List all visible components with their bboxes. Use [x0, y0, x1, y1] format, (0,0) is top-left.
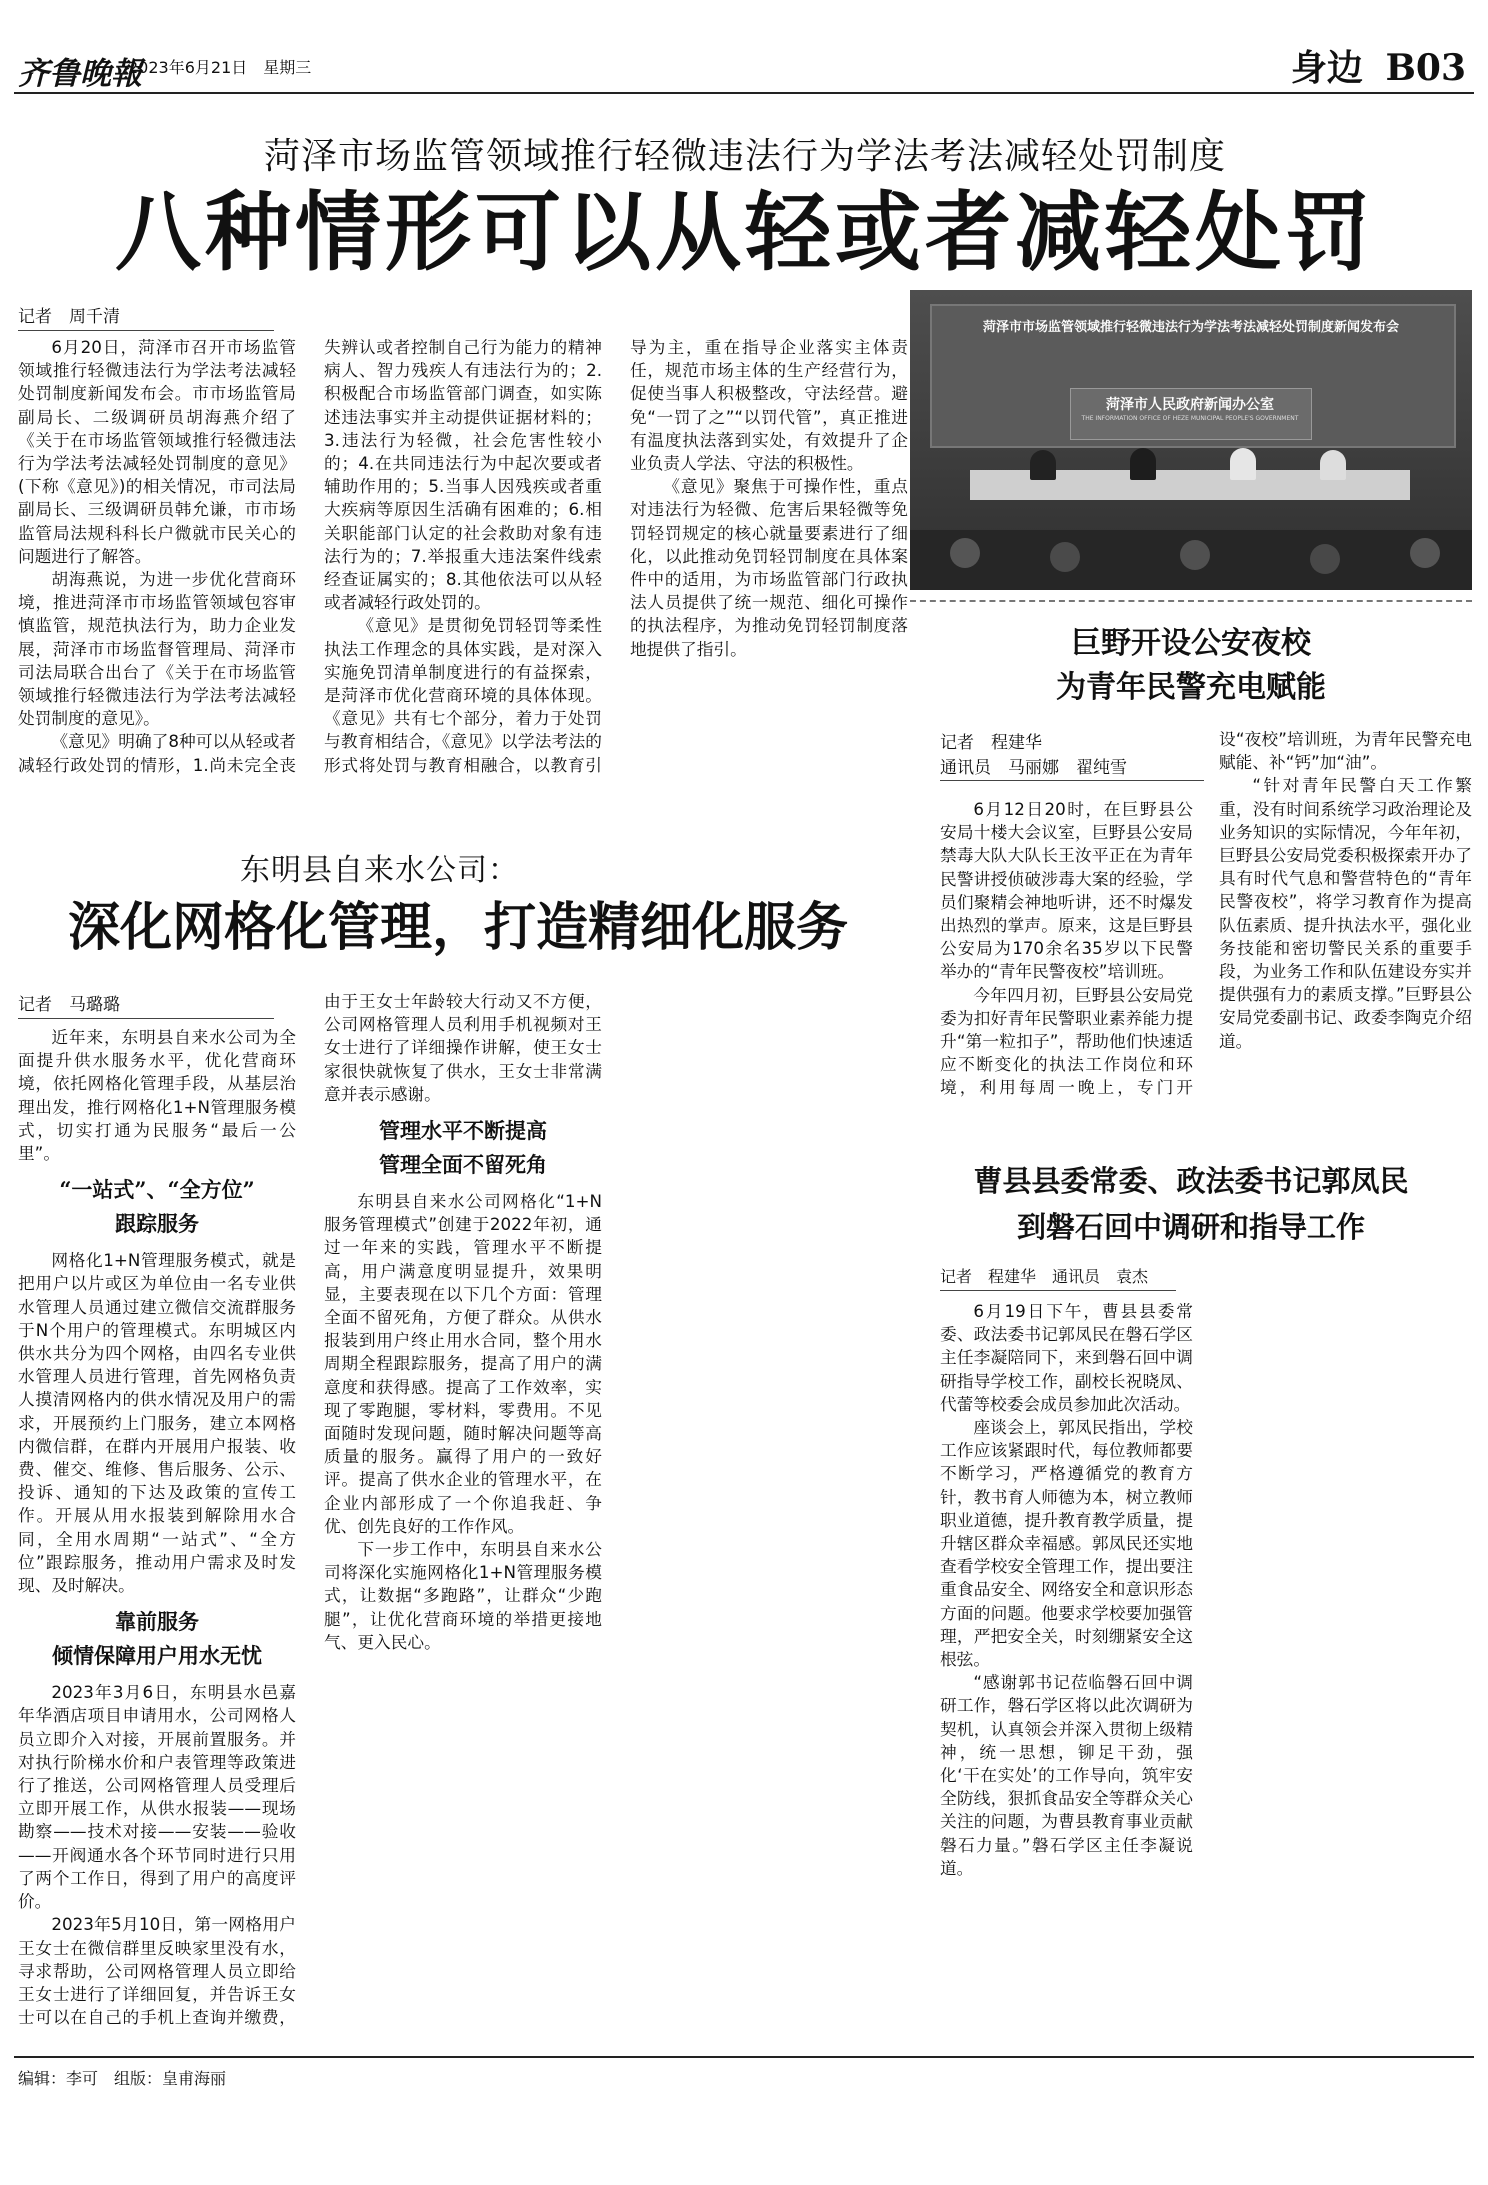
- byline-spacer: [940, 728, 1193, 798]
- article3-body: [940, 728, 1472, 1140]
- article1-kicker: 菏泽市场监管领域推行轻微违法行为学法考法减轻处罚制度: [263, 136, 1226, 177]
- subhead-line: 管理水平不断提高: [379, 1118, 547, 1144]
- article1-paragraph: 6月20日，菏泽市召开市场监管领域推行轻微违法行为学法考法减轻处罚制度新闻发布会。市市场监管局副局长、二级调研员胡海燕介绍了《关于在市场监管领域推行轻微违法行为学法考法减轻处罚制度的意见》(下称《意见》)的相关情况，市司法局副局长、三级调研员韩允谦，市市场监管局法规科科长户微就市民关心的问题进行了解答。: [18, 337, 296, 566]
- article3-reporter: 记者 程建华: [940, 733, 1042, 753]
- article3-paragraph: 今年四月初，巨野县公安局党委为扣好青年民警职业素养能力提升“第一粒扣子”，帮助他们快速适应不断变化的执法工作岗位和环境，利用每周一晚上，专门开设“夜校”培训班，为青年民警充电赋能、补“钙”加“油”。: [940, 729, 1472, 1098]
- photo-sign: 菏泽市人民政府新闻办公室: [1106, 397, 1274, 413]
- page-label: [1291, 40, 1466, 91]
- article3-paragraph: “针对青年民警白天工作繁重，没有时间系统学习政治理论及业务知识的实际情况，今年年初，巨野县公安局党委积极探索开办了具有时代气息和警营特色的“青年民警夜校”，将学习教育作为提高队伍素质、提升执法水平，强化业务技能和密切警民关系的重要手段，为业务工作和队伍建设夯实并提供强有力的素质支撑。”巨野县公安局党委副书记、政委李陶克介绍道。: [1219, 775, 1472, 1051]
- article3-correspondents: 通讯员 马丽娜 翟纯雪: [940, 753, 1204, 781]
- article3-headline: [910, 622, 1472, 710]
- article2-paragraph: 2023年3月6日，东明县水邑嘉年华酒店项目申请用水，公司网格人员立即介入对接，开展前置服务。并对执行阶梯水价和户表管理等政策进行了推送，公司网格管理人员受理后立即开展工作，从供水报装——现场勘察——技术对接——安装——验收——开阀通水各个环节同时进行只用了两个工作日，得到了用户的高度评价。: [18, 1682, 296, 1912]
- column-divider: [910, 600, 1472, 602]
- article3-headline-line1: 巨野开设公安夜校: [1071, 626, 1311, 661]
- article1-headline: 八种情形可以从轻或者减轻处罚: [115, 182, 1375, 283]
- article2-paragraph: 网格化1+N管理服务模式，就是把用户以片或区为单位由一名专业供水管理人员通过建立微信交流群服务于N个用户的管理模式。东明城区内供水共分为四个网格，由四名专业供水管理人员进行管理，首先网格负责人摸清网格内的供水情况及用户的需求，开展预约上门服务，建立本网格内微信群，在群内开展用户报装、收费、催交、维修、售后服务、公示、投诉、通知的下达及政策的宣传工作。开展从用水报装到解除用水合同，全用水周期“一站式”、“全方位”跟踪服务，推动用户需求及时发现、及时解决。: [18, 1250, 296, 1596]
- article2-paragraph: 东明县自来水公司网格化“1+N服务管理模式”创建于2022年初，通过一年来的实践，管理水平不断提高，用户满意度明显提升，效果明显，主要表现在以下几个方面：管理全面不留死角，方便了群众。从供水报装到用户终止用水合同，整个用水周期全程跟踪服务，提高了用户的满意度和获得感。提高了工作效率，实现了零跑腿，零材料，零费用。不见面随时发现问题，随时解决问题等高质量的服务。赢得了用户的一致好评。提高了供水企业的管理水平，在企业内部形成了一个你追我赶、争优、创先良好的工作作风。: [324, 1191, 602, 1536]
- subhead-line: 管理全面不留死角: [379, 1152, 547, 1178]
- article2-byline: 记者 马璐璐: [18, 990, 274, 1019]
- article2-kicker: 东明县自来水公司：: [240, 853, 519, 888]
- newspaper-logo: 齐鲁晚報: [18, 56, 142, 92]
- article4-paragraph: “感谢郭书记莅临磐石回中调研工作，磐石学区将以此次调研为契机，认真领会并深入贯彻上级精神，统一思想，铆足干劲，强化‘干在实处’的工作导向，筑牢安全防线，狠抓食品安全等群众关心关注的问题，为曹县教育事业贡献磐石力量。”磐石学区主任李凝说道。: [940, 1672, 1193, 1878]
- top-rule: [14, 92, 1474, 94]
- article4-headline-line1: 曹县县委常委、政法委书记郭凤民: [973, 1164, 1409, 1198]
- article1-paragraph: 《意见》聚焦于可操作性，重点对违法行为轻微、危害后果轻微等免罚轻罚规定的核心就量要素进行了细化，以此推动免罚轻罚制度在具体案件中的适用，为市场监管部门行政执法人员提供了统一规范、细化可操作的执法程序，为推动免罚轻罚制度落地提供了指引。: [630, 476, 908, 659]
- article2-body: [18, 990, 908, 2032]
- editor-credit: 编辑：李可 组版：皇甫海丽: [18, 2069, 227, 2088]
- article1-byline: 记者 周千清: [18, 302, 274, 331]
- subhead-line: “一站式”、“全方位”: [59, 1177, 255, 1203]
- article2-intro: 近年来，东明县自来水公司为全面提升供水服务水平，优化营商环境，依托网格化管理手段，从基层治理出发，推行网格化1+N管理服务模式，切实打通为民服务“最后一公里”。: [18, 1027, 296, 1164]
- byline-spacer: [940, 1264, 1193, 1300]
- byline-spacer: [18, 990, 296, 1026]
- article2-subhead-3: [324, 1114, 602, 1182]
- article4-paragraph: 座谈会上，郭凤民指出，学校工作应该紧跟时代，每位教师都要不断学习，严格遵循党的教育方针，教书育人师德为本，树立教师职业道德，提升教育教学质量，提升辖区群众幸福感。郭凤民还实地查看学校安全管理工作，提出要注重食品安全、网络安全和意识形态方面的问题。他要求学校要加强管理，严把安全关，时刻绷紧安全这根弦。: [940, 1417, 1193, 1670]
- article2-headline: 深化网格化管理，打造精细化服务: [67, 897, 848, 958]
- article3-headline-line2: 为青年民警充电赋能: [1056, 670, 1326, 705]
- section-name: 身边: [1290, 47, 1363, 89]
- article2-subhead-1: [18, 1173, 296, 1241]
- press-conference-photo: [910, 290, 1472, 590]
- issue-date: 2023年6月21日 星期三: [128, 58, 312, 77]
- subhead-line: 倾情保障用户用水无忧: [52, 1643, 262, 1669]
- photo-sign-en: THE INFORMATION OFFICE OF HEZE MUNICIPAL PEOPLE'S GOVERNMENT: [1081, 415, 1299, 422]
- article4-body: [940, 1264, 1472, 2032]
- article4-paragraph: 6月19日下午，曹县县委常委、政法委书记郭凤民在磐石学区主任李凝陪同下，来到磐石回中调研指导学校工作，副校长祝晓凤、代蕾等校委会成员参加此次活动。: [940, 1301, 1193, 1414]
- article4-headline: [910, 1158, 1472, 1250]
- subhead-line: 靠前服务: [115, 1609, 199, 1635]
- subhead-line: 跟踪服务: [115, 1211, 199, 1237]
- article1-body: [18, 336, 908, 786]
- article3-paragraph: 6月12日20时，在巨野县公安局十楼大会议室，巨野县公安局禁毒大队大队长王汝平正在为青年民警讲授侦破涉毒大案的经验，学员们聚精会神地听讲，还不时爆发出热烈的掌声。原来，这是巨野县公安局为170余名35岁以下民警举办的“青年民警夜校”培训班。: [940, 799, 1193, 982]
- article4-byline: 记者 程建华 通讯员 袁杰: [940, 1264, 1176, 1291]
- footer-rule: [14, 2056, 1474, 2058]
- article4-headline-line2: 到磐石回中调研和指导工作: [1016, 1210, 1365, 1244]
- article1-paragraph: 胡海燕说，为进一步优化营商环境，推进菏泽市市场监管领域包容审慎监管，规范执法行为，助力企业发展，菏泽市市场监督管理局、菏泽市司法局联合出台了《关于在市场监管领域推行轻微违法行为学法考法减轻处罚制度的意见》。: [18, 569, 296, 729]
- article1-paragraph: 《意见》是贯彻免罚轻罚等柔性执法工作理念的具体实践，是对深入实施免罚清单制度进行的有益探索，是菏泽市优化营商环境的具体体现。《意见》共有七个部分，着力于处罚与教育相结合，《意见》以学法考法的形式将处罚与教育相融合，以教育引导为主，重在指导企业落实主体责任，规范市场主体的生产经营行为，促使当事人积极整改，守法经营。避免“一罚了之”“以罚代管”，真正推进有温度执法落到实处，有效提升了企业负责人学法、守法的积极性。: [324, 337, 908, 775]
- photo-banner: 菏泽市市场监管领域推行轻微违法行为学法考法减轻处罚制度新闻发布会: [982, 320, 1399, 335]
- article2-paragraph: 下一步工作中，东明县自来水公司将深化实施网格化1+N管理服务模式，让数据“多跑路”，让群众“少跑腿”，让优化营商环境的举措更接地气、更入民心。: [324, 1539, 602, 1652]
- article2-subhead-2: [18, 1605, 296, 1673]
- article2-paragraph: 2023年5月10日，第一网格用户王女士在微信群里反映家里没有水，寻求帮助，公司网格管理人员立即给王女士进行了详细回复，并告诉王女士可以在自己的手机上查询并缴费，由于王女士年龄较大行动又不方便，公司网格管理人员利用手机视频对王女士进行了详细操作讲解，使王女士家很快就恢复了供水，王女士非常满意并表示感谢。: [18, 991, 602, 2028]
- article1-paragraph: 《意见》明确了8种可以从轻或者减轻行政处罚的情形，1.尚未完全丧失辨认或者控制自己行为能力的精神病人、智力残疾人有违法行为的；2.积极配合市场监管部门调查，如实陈述违法事实并主动提供证据材料的；3.违法行为轻微，社会危害性较小的；4.在共同违法行为中起次要或者辅助作用的；5.当事人因残疾或者重大疾病等原因生活确有困难的；6.相关职能部门认定的社会救助对象有违法行为的；7.举报重大违法案件线索经查证属实的；8.其他依法可以从轻或者减轻行政处罚的。: [18, 337, 602, 775]
- page-number: B03: [1385, 47, 1466, 89]
